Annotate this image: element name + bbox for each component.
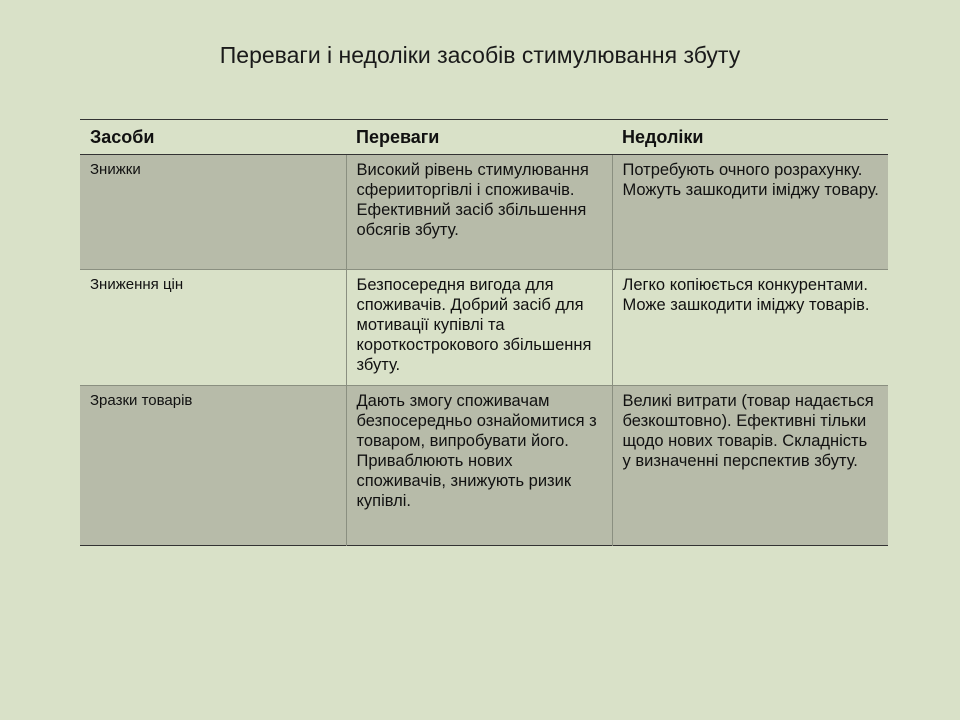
- cell-advantages: Безпосередня вигода для споживачів. Добрий засіб для мотивації купівлі та короткострокового збільшення збуту.: [346, 270, 612, 386]
- cell-advantages: Дають змогу споживачам безпосередньо ознайомитися з товаром, випробувати його. Приваблюють нових споживачів, знижують ризик купівлі.: [346, 386, 612, 546]
- header-advantages: Переваги: [346, 120, 612, 155]
- cell-disadvantages: Потребують очного розрахунку. Можуть зашкодити іміджу товару.: [612, 155, 888, 270]
- cell-disadvantages: Легко копіюється конкурентами. Може зашкодити іміджу товарів.: [612, 270, 888, 386]
- table-header-row: [80, 120, 888, 155]
- cell-advantages: Високий рівень стимулювання сферииторгівлі і споживачів. Ефективний засіб збільшення обсягів збуту.: [346, 155, 612, 270]
- table-row: [80, 270, 888, 386]
- table-row: [80, 155, 888, 270]
- header-means: Засоби: [80, 120, 346, 155]
- header-disadvantages: Недоліки: [612, 120, 888, 155]
- cell-disadvantages: Великі витрати (товар надається безкоштовно). Ефективні тільки щодо нових товарів. Складність у визначенні перспектив збуту.: [612, 386, 888, 546]
- table-row: [80, 386, 888, 546]
- cell-means: Зниження цін: [80, 270, 346, 386]
- comparison-table: [80, 119, 888, 546]
- slide-title: Переваги і недоліки засобів стимулювання збуту: [219, 42, 741, 68]
- cell-means: Знижки: [80, 155, 346, 270]
- cell-means: Зразки товарів: [80, 386, 346, 546]
